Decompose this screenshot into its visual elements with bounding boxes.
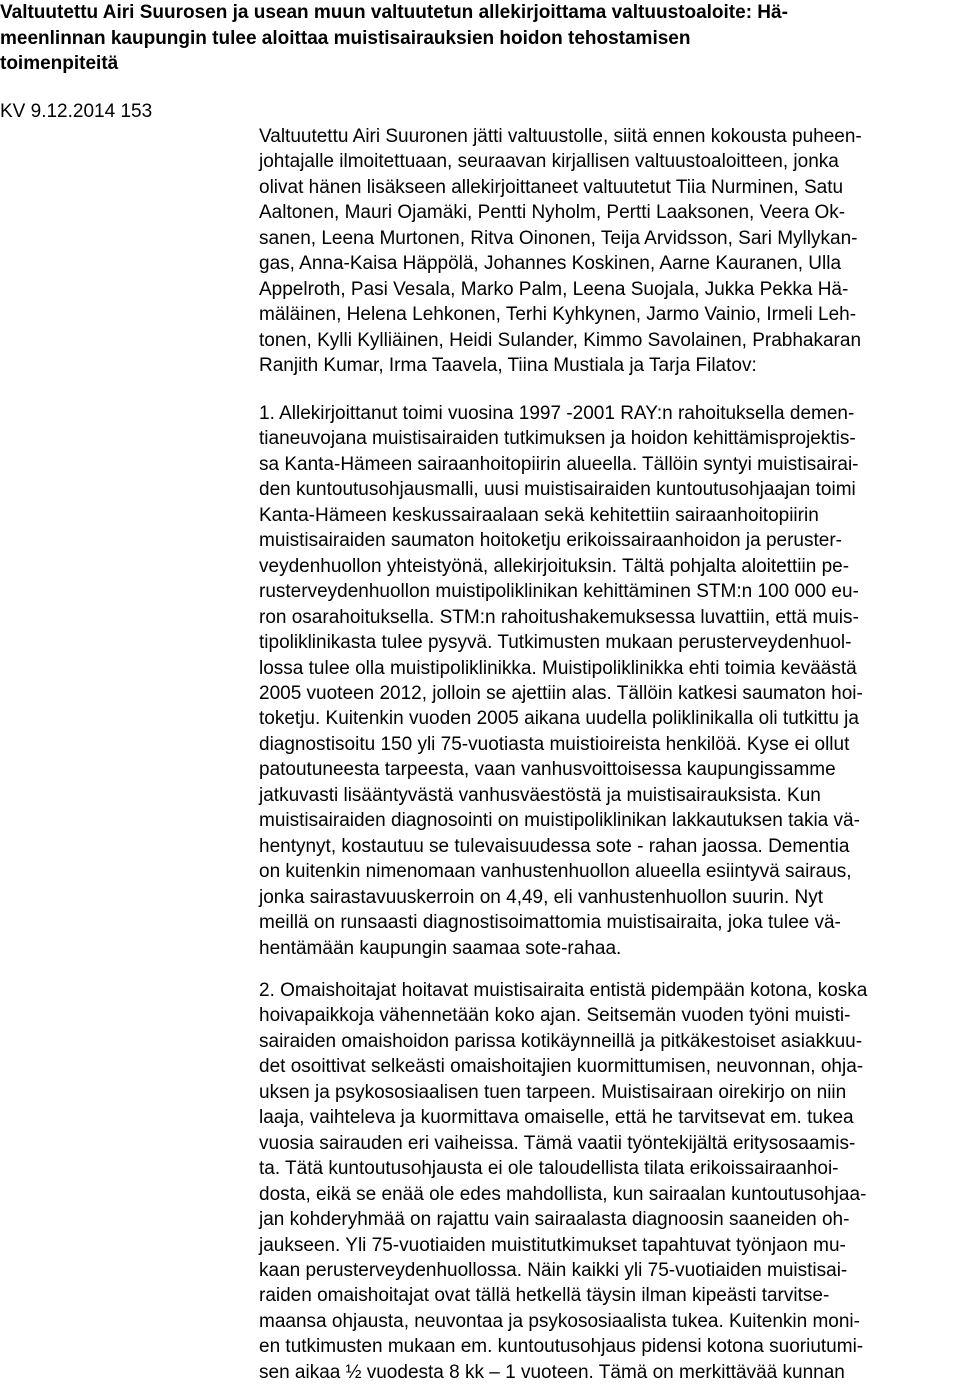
text-line: mäläinen, Helena Lehkonen, Terhi Kyhkynen, Jarmo Vainio, Irmeli Leh-	[259, 304, 857, 326]
text-line: vuosia sairauden eri vaiheissa. Tämä vaatii työntekijältä eritysosaamis-	[259, 1132, 856, 1154]
text-line: 2005 vuoteen 2012, jolloin se ajettiin alas. Tällöin katkesi saumaton hoi-	[259, 682, 863, 704]
text-line: Aaltonen, Mauri Ojamäki, Pentti Nyholm, Pertti Laaksonen, Veera Ok-	[259, 202, 846, 224]
text-line: on kuitenkin nimenomaan vanhustenhuollon alueella esiintyvä sairaus,	[259, 861, 852, 883]
text-line: diagnostisoitu 150 yli 75-vuotiasta muistioireista henkilöä. Kyse ei ollut	[259, 733, 850, 755]
text-line: hentynyt, kostautuu se tulevaisuudessa sote - rahan jaossa. Dementia	[259, 835, 850, 857]
text-line: ron osarahoituksella. STM:n rahoitushakemuksessa luvattiin, että muis-	[259, 606, 859, 628]
text-line: sairaiden omaishoidon parissa kotikäynneillä ja pitkäkestoiset asiakkuu-	[259, 1030, 863, 1052]
text-line: lossa tulee olla muistipoliklinikka. Muistipoliklinikka ehti toimia keväästä	[259, 657, 857, 679]
text-line: sanen, Leena Murtonen, Ritva Oinonen, Teija Arvidsson, Sari Myllykan-	[259, 227, 858, 249]
text-line: muistisairaiden saumaton hoitoketju erikoissairaanhoidon ja peruster-	[259, 530, 842, 552]
text-line: patoutuneesta tarpeesta, vaan vanhusvoittoisessa kaupungissamme	[259, 759, 836, 781]
text-line: hentämään kaupungin saamaa sote-rahaa.	[259, 937, 622, 959]
text-line: kaan perusterveydenhuollossa. Näin kaikki yli 75-vuotiaiden muistisai-	[259, 1259, 848, 1281]
text-line: johtajalle ilmoitettuaan, seuraavan kirjallisen valtuustoaloitteen, jonka	[259, 151, 839, 173]
text-line: tonen, Kylli Kylliäinen, Heidi Sulander, Kimmo Savolainen, Prabhakaran	[259, 329, 862, 351]
text-line: veydenhuollon yhteistyönä, allekirjoituksin. Tältä pohjalta aloitettiin pe-	[259, 555, 850, 577]
text-line: jatkuvasti lisääntyvästä vanhusväestöstä ja muistisairauksista. Kun	[259, 784, 821, 806]
text-line: 1. Allekirjoittanut toimi vuosina 1997 -2001 RAY:n rahoituksella demen-	[259, 403, 855, 424]
text-line: dosta, eikä se enää ole edes mahdollista, kun sairaalan kuntoutusohjaa-	[259, 1183, 867, 1205]
text-line: Appelroth, Pasi Vesala, Marko Palm, Leena Suojala, Jukka Pekka Hä-	[259, 278, 849, 300]
document-title	[0, 0, 960, 77]
text-line: gas, Anna-Kaisa Häppölä, Johannes Koskinen, Aarne Kauranen, Ulla	[259, 253, 842, 275]
text-line: hoivapaikkoja vähennetään koko ajan. Seitsemän vuoden työni muisti-	[259, 1005, 851, 1027]
meeting-reference: KV 9.12.2014	[0, 101, 116, 122]
text-line: Valtuutettu Airi Suuronen jätti valtuustolle, siitä ennen kokousta puheen-	[259, 126, 862, 147]
text-line: meillä on runsaasti diagnostisoimattomia muistisairaita, joka tulee vä-	[259, 912, 841, 934]
text-line: sa Kanta-Hämeen sairaanhoitopiirin alueella. Tällöin syntyi muistisairai-	[259, 453, 859, 475]
text-line: laaja, vaihteleva ja kuormittava omaiselle, että he tarvitsevat em. tukea	[259, 1107, 854, 1129]
text-line: raiden omaishoitajat ovat tällä hetkellä täysin ilman kipeästi tarvitse-	[259, 1285, 830, 1307]
text-line: en tutkimusten mukaan em. kuntoutusohjaus pidensi kotona suoriutumi-	[259, 1336, 864, 1358]
text-line: tianeuvojana muistisairaiden tutkimuksen ja hoidon kehittämisprojektis-	[259, 428, 856, 450]
text-line: jonka sairastavuuskerroin on 4,49, eli vanhustenhuollon suurin. Nyt	[259, 886, 823, 908]
text-line: sen aikaa ½ vuodesta 8 kk – 1 vuoteen. Tämä on merkittävää kunnan	[259, 1361, 845, 1383]
point-1-paragraph	[259, 401, 959, 961]
text-line: den kuntoutusohjausmalli, uusi muistisairaiden kuntoutusohjaajan toimi	[259, 479, 856, 501]
text-line: olivat hänen lisäkseen allekirjoittaneet valtuutetut Tiia Nurminen, Satu	[259, 176, 844, 198]
text-line: muistisairaiden diagnosointi on muistipoliklinikan lakkautuksen takia vä-	[259, 810, 860, 832]
point-2-paragraph	[259, 978, 959, 1385]
text-line: 2. Omaishoitajat hoitavat muistisairaita entistä pidempään kotona, koska	[259, 980, 868, 1001]
title-line: Valtuutettu Airi Suurosen ja usean muun valtuutetun allekirjoittama valtuustoaloite: Hä-	[0, 2, 788, 23]
text-line: det osoittivat selkeästi omaishoitajien kuormittumisen, neuvonnan, ohja-	[259, 1056, 864, 1078]
text-line: Kanta-Hämeen keskussairaalaan sekä kehitettiin sairaanhoitopiirin	[259, 504, 819, 526]
title-line: meenlinnan kaupungin tulee aloittaa muistisairauksien hoidon tehostamisen	[0, 27, 691, 49]
text-line: toketju. Kuitenkin vuoden 2005 aikana uudella poliklinikalla oli tutkittu ja	[259, 708, 859, 730]
text-line: Ranjith Kumar, Irma Taavela, Tiina Mustiala ja Tarja Filatov:	[259, 355, 757, 377]
intro-paragraph	[259, 124, 959, 379]
meeting-section-reference	[0, 99, 152, 124]
title-line: toimenpiteitä	[0, 53, 119, 74]
text-line: tipoliklinikasta tulee pysyvä. Tutkimusten mukaan perusterveydenhuol-	[259, 632, 852, 654]
text-line: jaukseen. Yli 75-vuotiaiden muistitutkimukset tapahtuvat työnjaon mu-	[259, 1234, 846, 1256]
section-number: 153	[120, 101, 153, 122]
text-line: uksen ja psykososiaalisen tuen tarpeen. Muistisairaan oirekirjo on niin	[259, 1081, 847, 1103]
text-line: rusterveydenhuollon muistipoliklinikan kehittäminen STM:n 100 000 eu-	[259, 581, 859, 603]
text-line: jan kohderyhmää on rajattu vain sairaalasta diagnoosin saaneiden oh-	[259, 1209, 850, 1231]
text-line: ta. Tätä kuntoutusohjausta ei ole taloudellista tilata erikoissairaanhoi-	[259, 1158, 839, 1180]
text-line: maansa ohjausta, neuvontaa ja psykososiaalista tukea. Kuitenkin moni-	[259, 1310, 860, 1332]
